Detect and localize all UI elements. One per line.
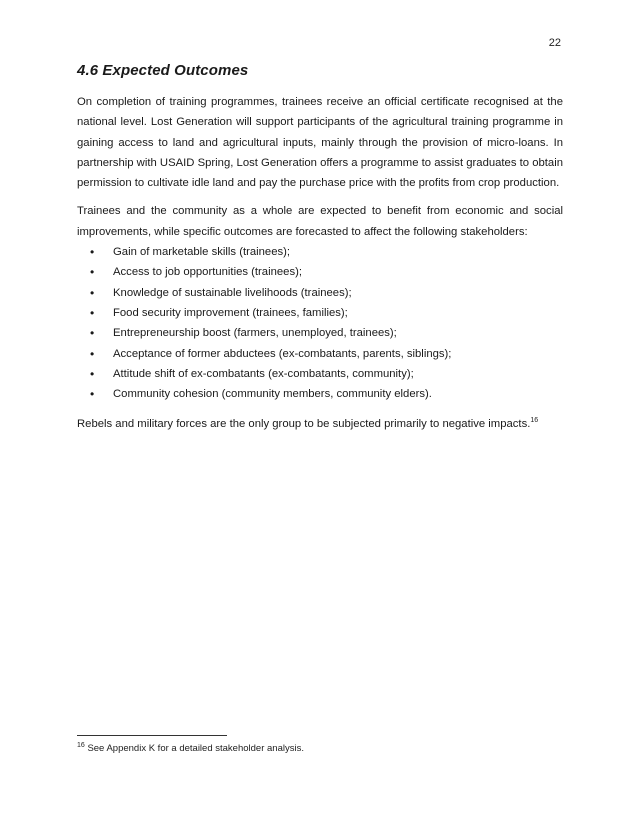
footnote-divider bbox=[77, 735, 227, 736]
bullet-icon: • bbox=[90, 366, 95, 381]
footnote-marker: 16 bbox=[77, 741, 85, 749]
section-heading: 4.6 Expected Outcomes bbox=[77, 62, 249, 79]
list-item bbox=[77, 364, 563, 384]
page-number: 22 bbox=[548, 37, 561, 49]
footnote-reference: 16 bbox=[530, 417, 539, 425]
outcome-text: Attitude shift of ex-combatants (ex-combatants, community); bbox=[113, 367, 414, 380]
outcome-text: Community cohesion (community members, community elders). bbox=[113, 388, 432, 401]
bullet-icon: • bbox=[90, 265, 95, 280]
outcome-text: Entrepreneurship boost (farmers, unemployed, trainees); bbox=[113, 327, 397, 340]
bullet-icon: • bbox=[90, 387, 95, 402]
paragraph-certification: On completion of training programmes, trainees receive an official certificate recognised at the national level. Lost Generation will support participants of the agricultural training programme in gaining access to land and agricultural inputs, mainly through the provision of micro-loans. In partnership with USAID Spring, Lost Generation offers a programme to assist graduates to obtain permission to cultivate idle land and pay the purchase price with the profits from crop production. bbox=[77, 96, 563, 190]
page-content bbox=[77, 62, 563, 435]
outcomes-list bbox=[77, 242, 563, 404]
outcome-text: Food security improvement (trainees, families); bbox=[113, 306, 348, 319]
paragraph-stakeholders-intro: Trainees and the community as a whole are expected to benefit from economic and social improvements, while specific outcomes are forecasted to affect the following stakeholders: bbox=[77, 205, 563, 238]
bullet-icon: • bbox=[90, 245, 95, 260]
paragraph-negative-impacts bbox=[77, 414, 563, 434]
bullet-icon: • bbox=[90, 326, 95, 341]
outcome-text: Gain of marketable skills (trainees); bbox=[113, 246, 291, 259]
outcome-text: Access to job opportunities (trainees); bbox=[113, 266, 303, 279]
list-item bbox=[77, 384, 563, 404]
bullet-icon: • bbox=[90, 285, 95, 300]
outcome-text: Acceptance of former abductees (ex-combatants, parents, siblings); bbox=[113, 347, 452, 360]
bullet-icon: • bbox=[90, 305, 95, 320]
list-item bbox=[77, 283, 563, 303]
list-item bbox=[77, 262, 563, 282]
outcome-text: Knowledge of sustainable livelihoods (trainees); bbox=[113, 286, 352, 299]
footnote bbox=[77, 743, 304, 754]
list-item bbox=[77, 344, 563, 364]
footnote-text: See Appendix K for a detailed stakeholder analysis. bbox=[87, 743, 304, 754]
closing-text: Rebels and military forces are the only group to be subjected primarily to negative impacts. bbox=[77, 418, 531, 431]
bullet-icon: • bbox=[90, 346, 95, 361]
list-item bbox=[77, 303, 563, 323]
list-item bbox=[77, 323, 563, 343]
list-item bbox=[77, 242, 563, 262]
